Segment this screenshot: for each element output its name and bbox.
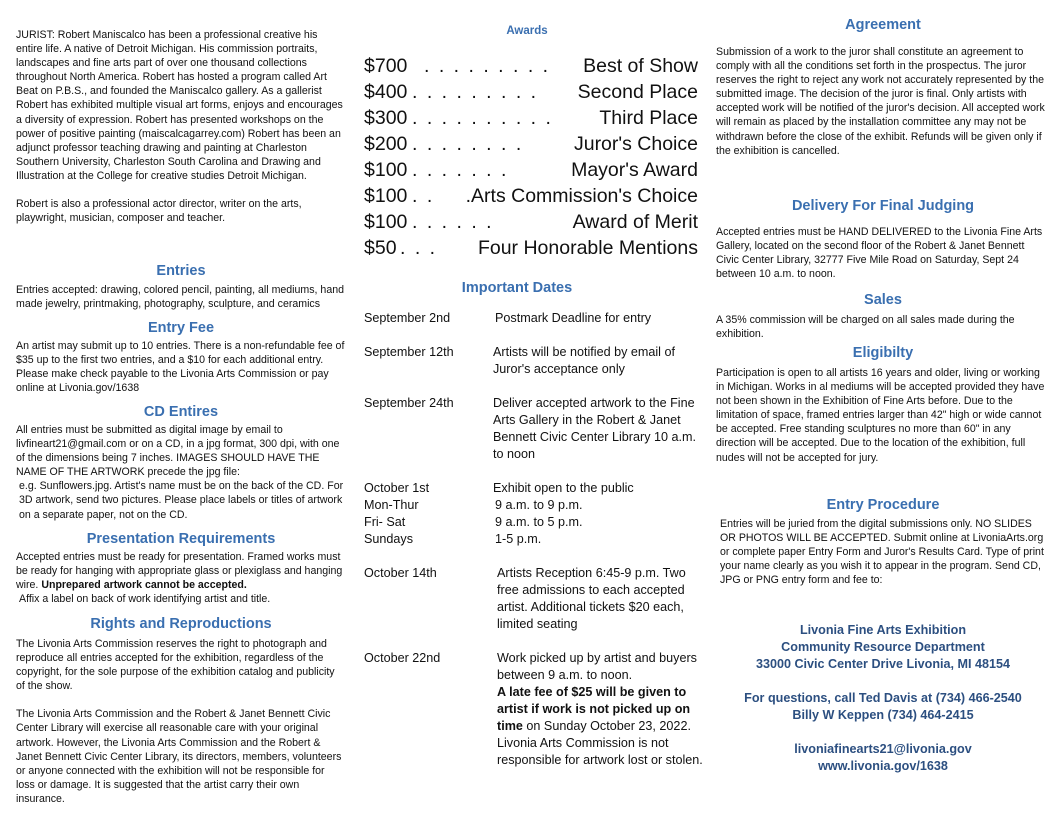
award-label: Award of Merit <box>572 211 698 233</box>
pickup-text-2: on Sunday October 23, 2022. Livonia Arts Commission is not responsible for artwork lost or stolen. <box>497 719 703 767</box>
award-dots: . . . . . . . . . . <box>412 107 553 129</box>
entry-procedure-text: Entries will be juried from the digital submissions only. NO SLIDES OR PHOTOS WILL BE ACCEPTED. Submit online at LivoniaArts.org or complete paper Entry Form and Juror's Results Card. Type of print your name clearly as you wish it to appear in the program. Send CD, JPG or PNG entry form and fee to: <box>720 518 1044 587</box>
date-text: Exhibit open to the public <box>493 481 634 495</box>
rights <box>16 637 346 806</box>
date-text: Postmark Deadline for entry <box>495 311 652 325</box>
award-dots: . . . . . . . . . <box>424 55 551 77</box>
cd-entries-text-2: e.g. Sunflowers.jpg. Artist's name must be on the back of the CD. For 3D artwork, send two pictures. Please place labels or titles of artwork on a separate paper, not on the CD. <box>19 480 344 521</box>
award-dots: . . . . . . . <box>412 159 509 181</box>
presentation-text: Accepted entries must be ready for presentation. Framed works must be ready for hanging with appropriate glass or plexiglass and hanging wire. <box>16 551 343 592</box>
important-dates-heading: Important Dates <box>461 280 573 296</box>
award-dots: . . . . . . . . <box>412 133 524 155</box>
award-label: Best of Show <box>583 55 698 77</box>
award-label: Four Honorable Mentions <box>477 237 698 259</box>
award-amount: $50 <box>364 237 397 259</box>
hours-day: Fri- Sat <box>364 515 406 529</box>
contact-org: Livonia Fine Arts Exhibition <box>799 623 967 637</box>
hours-day: Sundays <box>364 532 414 546</box>
eligibility-heading: Eligibilty <box>852 345 914 361</box>
awards-heading: Awards <box>506 25 548 37</box>
sales-heading: Sales <box>864 292 902 308</box>
date-label: October 22nd <box>364 651 441 665</box>
entries-heading: Entries <box>156 263 206 279</box>
presentation-warning: Unprepared artwork cannot be accepted. <box>41 579 247 592</box>
award-amount: $700 <box>364 55 408 77</box>
contact-phone-2: Billy W Keppen (734) 464-2415 <box>792 708 974 722</box>
award-amount: $400 <box>364 81 408 103</box>
date-text: Artists Reception 6:45-9 p.m. Two free admissions to each accepted artist. Additional tickets $20 each, limited seating <box>497 566 686 631</box>
cd-entries-heading: CD Entires <box>143 404 219 420</box>
presentation <box>16 550 346 606</box>
cd-entries-text: All entries must be submitted as digital image by email to livfineart21@gmail.com or on a CD, in a jpg format, 300 dpi, with one of the dimensions being 7 inches. IMAGES SHOULD HAVE THE NAME OF THE ARTWORK precede the jpg file: <box>16 424 340 479</box>
contact-dept: Community Resource Department <box>781 640 985 654</box>
award-label: Mayor's Award <box>571 159 698 181</box>
award-row <box>364 235 698 261</box>
middle-column <box>364 0 703 814</box>
contact-address: 33000 Civic Center Drive Livonia, MI 48154 <box>755 657 1011 671</box>
award-label: Juror's Choice <box>573 133 698 155</box>
juror-bio-text: JURIST: Robert Maniscalco has been a professional creative his entire life. A native of Detroit Michigan. His commission portraits, landscapes and fine arts part of over one thousand collections throughout North America. Robert has hosted a program called Art Beat on P.B.S., and founded the Maniscalco gallery. As a gallerist Robert has exhibited multiple visual art forms, enjoys and encourages a diversity of expression. Robert has presented workshops on the power of positive painting (maiscalcagarrey.com) Robert has been an adjunct professor teaching drawing and painting at Charleston Southern University, Charleston South Carolina and Drawing and Illustration at the College for creative studies Detroit Michigan. <box>16 29 343 182</box>
cd-entries <box>16 423 346 522</box>
entry-fee-text: An artist may submit up to 10 entries. There is a non-refundable fee of $35 up to the first two entries, and a $10 for each additional entry. Please make check payable to the Livonia Arts Commission or pay online at Livonia.gov/1638 <box>16 340 345 395</box>
award-row <box>364 79 698 105</box>
award-row <box>364 53 698 79</box>
delivery-heading: Delivery For Final Judging <box>791 198 975 214</box>
date-label: October 14th <box>364 566 437 580</box>
pickup-text: Work picked up by artist and buyers between 9 a.m. to noon. <box>497 651 697 682</box>
award-row <box>364 105 698 131</box>
eligibility-text: Participation is open to all artists 16 years and older, living or working in Michigan. Works in al mediums will be accepted provided they have not been shown in the Exhibition of Fine Arts before. Due to the limitation of space, framed entries larger than 42" high or wide cannot be accepted. Free standing sculptures no more than 60" in any direction will be accepted. Due to the location of the exhibition, full nudes will not be accepted for jury. <box>716 367 1045 464</box>
date-text <box>497 650 703 769</box>
presentation-heading: Presentation Requirements <box>86 531 276 547</box>
contact-questions: For questions, call Ted Davis at (734) 466-2540 <box>744 691 1022 705</box>
date-label: October 1st <box>364 481 430 495</box>
presentation-text-2: Affix a label on back of work identifying artist and title. <box>19 593 271 606</box>
award-amount: $100 <box>364 185 408 207</box>
rights-text-2: The Livonia Arts Commission and the Robert & Janet Bennett Civic Center Library will exercise all reasonable care with your original artwork. However, the Livonia Arts Commission and the Robert & Janet Bennett Civic Center Library, its directors, members, volunteers or anyone connected with the exhibition will not be responsible for loss or damage. It is suggested that the artist carry their own insurance. <box>16 708 342 805</box>
award-label: Second Place <box>577 81 698 103</box>
left-column <box>16 0 346 814</box>
award-dots: . . . <box>400 237 438 259</box>
award-row <box>364 157 698 183</box>
agreement-heading: Agreement <box>845 17 921 33</box>
juror-bio <box>16 28 346 225</box>
date-text: Deliver accepted artwork to the Fine Arts Gallery in the Robert & Janet Bennett Civic Center Library 10 a.m. to noon <box>493 396 696 461</box>
award-amount: $300 <box>364 107 408 129</box>
entry-procedure-heading: Entry Procedure <box>826 497 940 513</box>
right-column <box>716 0 1050 814</box>
award-amount: $200 <box>364 133 408 155</box>
award-row <box>364 183 698 209</box>
delivery-text: Accepted entries must be HAND DELIVERED to the Livonia Fine Arts Gallery, located on the second floor of the Robert & Janet Bennett Civic Center Library, 32777 Five Mile Road on Saturday, Sept 24 between 10 a.m. to noon. <box>716 226 1043 281</box>
date-text: Artists will be notified by email of Juror's acceptance only <box>493 345 675 376</box>
rights-text: The Livonia Arts Commission reserves the right to photograph and reproduce all entries accepted for the exhibition, regardless of the copyright, for the sole purpose of the exhibition catalog and publicity of the show. <box>16 638 335 693</box>
date-label: September 2nd <box>364 311 451 325</box>
award-row <box>364 131 698 157</box>
award-label: Third Place <box>599 107 698 129</box>
award-label: .Arts Commission's Choice <box>465 185 698 207</box>
hours-time: 9 a.m. to 9 p.m. <box>495 498 583 512</box>
entry-fee-heading: Entry Fee <box>147 320 215 336</box>
award-dots: . . . . . . <box>412 211 494 233</box>
award-amount: $100 <box>364 211 408 233</box>
award-dots: . . <box>412 185 435 207</box>
award-dots: . . . . . . . . . <box>412 81 539 103</box>
hours-day: Mon-Thur <box>364 498 419 512</box>
sales-text: A 35% commission will be charged on all sales made during the exhibition. <box>716 314 1015 341</box>
date-label: September 24th <box>364 396 454 410</box>
rights-heading: Rights and Reproductions <box>90 616 272 632</box>
hours-time: 9 a.m. to 5 p.m. <box>495 515 583 529</box>
late-fee-warning: A late fee of $25 will be given to artist if work is not picked up on time <box>497 685 691 733</box>
date-label: September 12th <box>364 345 454 359</box>
award-row <box>364 209 698 235</box>
hours-time: 1-5 p.m. <box>495 532 542 546</box>
juror-bio-text-2: Robert is also a professional actor director, writer on the arts, playwright, musician, composer and teacher. <box>16 198 302 225</box>
agreement-text: Submission of a work to the juror shall constitute an agreement to comply with all the conditions set forth in the prospectus. The juror reserves the right to reject any work not accurately represented by the submitted image. The decision of the juror is final. Only artists with accepted work will be notified of the juror's decision. All accepted work will remain as placed by the installation committee any may not be withdrawn before the close of the exhibit. Refunds will be given only if the exhibition is cancelled. <box>716 46 1045 157</box>
contact-email[interactable]: livoniafinearts21@livonia.gov <box>794 742 972 756</box>
entries-text: Entries accepted: drawing, colored pencil, painting, all mediums, hand made jewelry, printmaking, photography, sculpture, and ceramics <box>16 284 345 311</box>
award-amount: $100 <box>364 159 408 181</box>
contact-website[interactable]: www.livonia.gov/1638 <box>818 759 948 773</box>
